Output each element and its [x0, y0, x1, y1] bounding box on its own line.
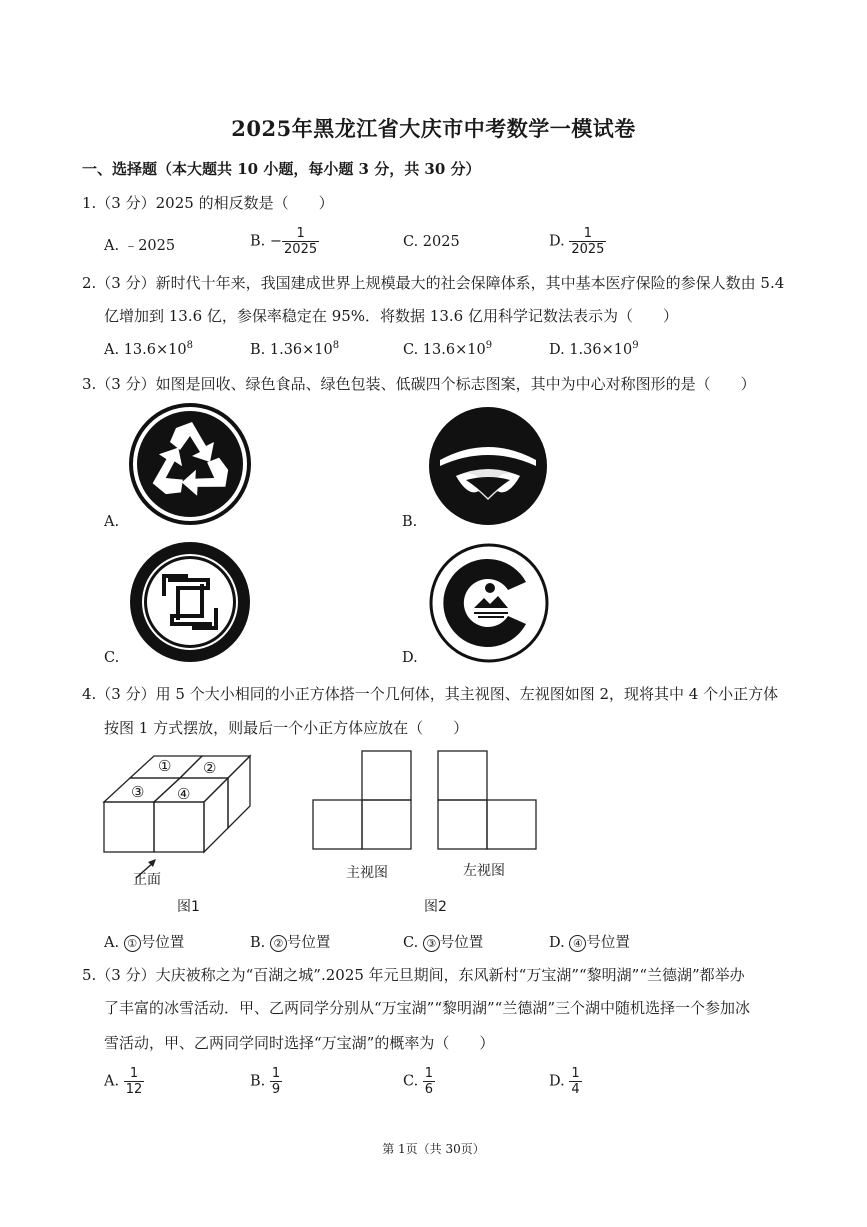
denominator: 2025 [571, 242, 605, 257]
circled-number: ③ [423, 935, 440, 952]
numerator: 1 [124, 1066, 145, 1082]
q1-option-c: C. 2025 [403, 234, 460, 250]
figure2-views [310, 748, 540, 854]
numerator: 1 [282, 226, 319, 242]
q3-option-b: B. [402, 514, 418, 530]
denominator: 2025 [284, 242, 318, 257]
exponent: 8 [332, 340, 340, 351]
option-text: 号位置 [286, 935, 331, 951]
exponent: 9 [485, 340, 493, 351]
q4-option-c [403, 931, 483, 952]
fig1-caption: 图1 [177, 899, 200, 915]
exponent: 9 [632, 340, 639, 351]
numerator: 1 [271, 1066, 281, 1081]
q5-option-c [403, 1066, 435, 1097]
numerator: 1 [424, 1066, 434, 1081]
page-footer: 第 1页（共 30页） [382, 1142, 485, 1156]
denominator: 6 [424, 1082, 434, 1097]
option-text: D. 1.36×10 [549, 341, 633, 358]
low-carbon-logo-icon [428, 542, 550, 664]
option-text: C. 13.6×10 [403, 341, 486, 358]
q5-line2: 了丰富的冰雪活动．甲、乙两同学分别从“万宝湖”“黎明湖”“兰德湖”三个湖中随机选择一个参加冰 [104, 999, 751, 1017]
q4-line1: 4.（3 分）用 5 个大小相同的小正方体搭一个几何体，其主视图、左视图如图 2，现将其中 4 个小正方体 [82, 685, 779, 703]
option-text: A. 13.6×10 [104, 341, 187, 358]
option-letter: C. [403, 935, 419, 951]
exponent: 8 [186, 340, 193, 351]
left-view-label: 左视图 [463, 863, 505, 879]
q4-line2: 按图 1 方式摆放，则最后一个小正方体应放在（ ） [104, 719, 469, 737]
fraction [124, 1066, 145, 1097]
q2-line1: 2.（3 分）新时代十年来，我国建成世界上规模最大的社会保障体系，其中基本医疗保险的参保人数由 5.4 [82, 274, 785, 292]
numerator: 1 [569, 226, 606, 242]
q4-option-b [250, 931, 330, 952]
q4-option-a [104, 931, 184, 952]
green-food-logo-icon [426, 404, 550, 528]
option-text: 号位置 [586, 935, 630, 951]
page-title: 2025年黑龙江省大庆市中考数学一模试卷 [231, 116, 636, 141]
front-label: 正面 [133, 872, 161, 888]
option-letter: D. [549, 935, 565, 951]
q5-option-a [104, 1066, 144, 1097]
q5-option-d [549, 1066, 582, 1097]
q3-option-d: D. [402, 650, 418, 666]
q3-option-a: A. [104, 514, 120, 530]
recycle-logo-icon [128, 402, 252, 526]
q3-stem: 3.（3 分）如图是回收、绿色食品、绿色包装、低碳四个标志图案，其中为中心对称图形的是（ ） [82, 375, 756, 393]
q2-option-a [104, 340, 193, 358]
option-letter: B. [250, 233, 266, 250]
q4-option-d [549, 931, 630, 952]
fig1-label-1: ① [158, 757, 172, 775]
q2-option-d [549, 340, 639, 358]
green-packaging-logo-icon [128, 540, 252, 664]
q2-option-c [403, 340, 492, 358]
denominator: 9 [271, 1082, 281, 1097]
circled-number: ② [270, 935, 287, 952]
denominator: 12 [125, 1082, 143, 1097]
q2-option-b [250, 340, 339, 358]
circled-number: ④ [569, 935, 586, 952]
numerator: 1 [571, 1066, 580, 1081]
fraction [282, 226, 319, 257]
q1-option-a: A. ﹣2025 [104, 238, 176, 254]
fig1-label-3: ③ [131, 783, 145, 801]
option-text: 号位置 [439, 935, 484, 951]
section-heading: 一、选择题（本大题共 10 小题，每小题 3 分，共 30 分） [82, 160, 481, 178]
circled-number: ① [124, 935, 141, 952]
fig1-label-4: ④ [177, 785, 191, 803]
option-letter: D. [549, 233, 565, 250]
option-letter: B. [250, 1073, 266, 1090]
option-letter: C. [403, 1073, 419, 1090]
option-letter: A. [104, 1073, 120, 1090]
minus-sign: − [269, 233, 283, 250]
fraction [569, 1066, 581, 1097]
option-letter: D. [549, 1073, 565, 1090]
q5-line3: 雪活动，甲、乙两同学同时选择“万宝湖”的概率为（ ） [104, 1034, 495, 1052]
fraction [569, 226, 606, 257]
fraction [270, 1066, 282, 1097]
fraction [423, 1066, 435, 1097]
option-text: B. 1.36×10 [250, 341, 333, 358]
q5-line1: 5.（3 分）大庆被称之为“百湖之城”.2025 年元旦期间，东风新村“万宝湖”“黎明湖”“兰德湖”都举办 [82, 966, 745, 984]
q2-line2: 亿增加到 13.6 亿，参保率稳定在 95%．将数据 13.6 亿用科学记数法表示为（ ） [104, 307, 678, 325]
figure1-cubes [100, 752, 260, 888]
q1-stem: 1.（3 分）2025 的相反数是（ ） [82, 194, 334, 212]
fig2-caption: 图2 [424, 899, 447, 915]
q3-option-c: C. [104, 650, 120, 666]
option-letter: A. [104, 935, 120, 951]
q5-option-b [250, 1066, 282, 1097]
main-view-label: 主视图 [346, 865, 388, 881]
fig1-label-2: ② [203, 759, 217, 777]
option-text: 号位置 [140, 935, 185, 951]
q1-option-d [549, 226, 606, 257]
denominator: 4 [571, 1082, 580, 1097]
q1-option-b [250, 226, 319, 257]
option-letter: B. [250, 935, 266, 951]
